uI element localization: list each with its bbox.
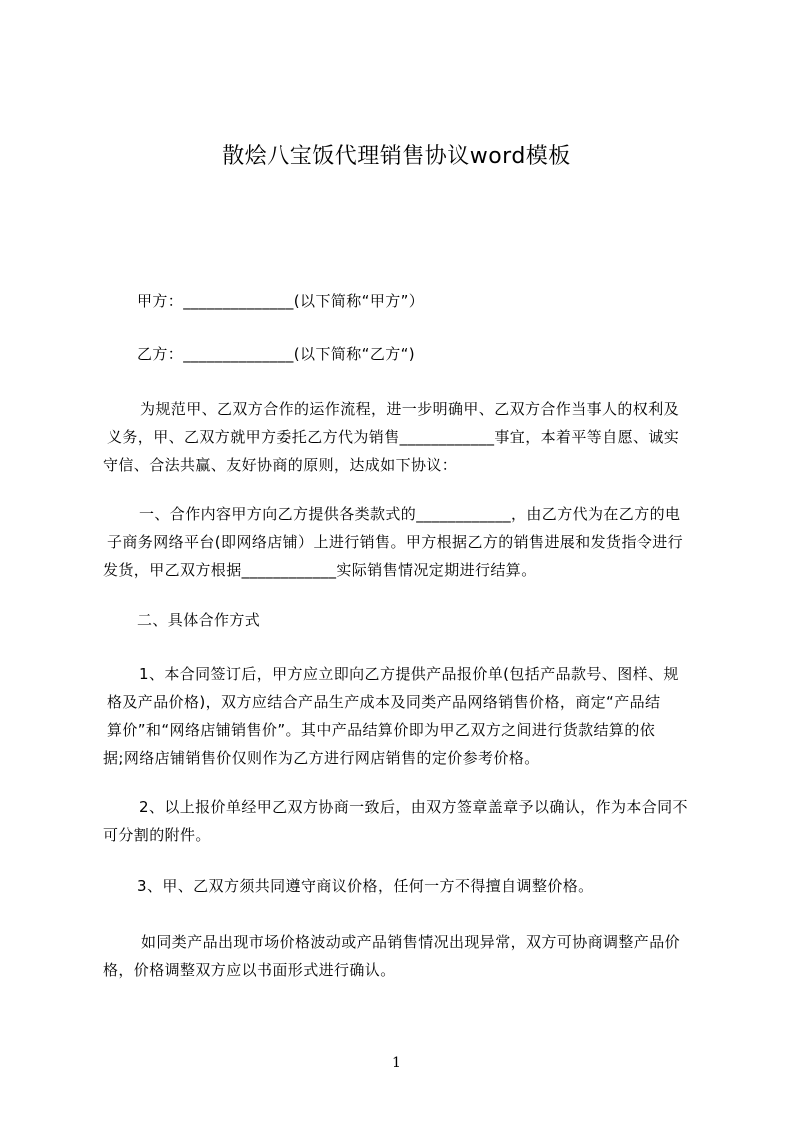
clause-3-line: 3、甲、乙双方须共同遵守商议价格，任何一方不得擅自调整价格。	[137, 877, 594, 895]
section-1-line-1: 一、合作内容甲方向乙方提供各类款式的____________，由乙方代为在乙方的电	[139, 505, 681, 523]
clause-1-line-3: 算价”和“网络店铺销售价”。其中产品结算价即为甲乙双方之间进行货款结算的依	[107, 721, 656, 739]
page-number: 1	[392, 1055, 401, 1071]
clause-1-line-1: 1、本合同签订后，甲方应立即向乙方提供产品报价单(包括产品款号、图样、规	[139, 665, 679, 683]
clause-2-line-2: 可分割的附件。	[103, 826, 211, 844]
intro-line-2: 义务，甲、乙双方就甲方委托乙方代为销售____________事宜，本着平等自愿、诚实	[107, 428, 680, 446]
clause-3-note-line-2: 格，价格调整双方应以书面形式进行确认。	[103, 961, 396, 979]
section-2-heading: 二、具体合作方式	[137, 611, 261, 629]
section-1-line-3: 发货，甲乙双方根据____________实际销售情况定期进行结算。	[103, 561, 537, 579]
party-a-line: 甲方：______________(以下简称“甲方”）	[137, 292, 425, 310]
document-title: 散烩八宝饭代理销售协议word模板	[222, 144, 571, 169]
intro-line-3: 守信、合法共赢、友好协商的原则，达成如下协议：	[103, 456, 458, 474]
clause-3-note-line-1: 如同类产品出现市场价格波动或产品销售情况出现异常，双方可协商调整产品价	[141, 933, 681, 951]
clause-1-line-4: 据;网络店铺销售价仅则作为乙方进行网店销售的定价参考价格。	[103, 749, 540, 767]
intro-line-1: 为规范甲、乙双方合作的运作流程，进一步明确甲、乙双方合作当事人的权利及	[140, 400, 680, 418]
section-1-line-2: 子商务网络平台(即网络店铺）上进行销售。甲方根据乙方的销售进展和发货指令进行	[107, 533, 684, 551]
clause-1-line-2: 格及产品价格)，双方应结合产品生产成本及同类产品网络销售价格，商定“产品结	[107, 693, 661, 711]
party-b-line: 乙方：______________(以下简称“乙方“)	[137, 345, 416, 363]
clause-2-line-1: 2、以上报价单经甲乙双方协商一致后，由双方签章盖章予以确认，作为本合同不	[139, 798, 688, 816]
